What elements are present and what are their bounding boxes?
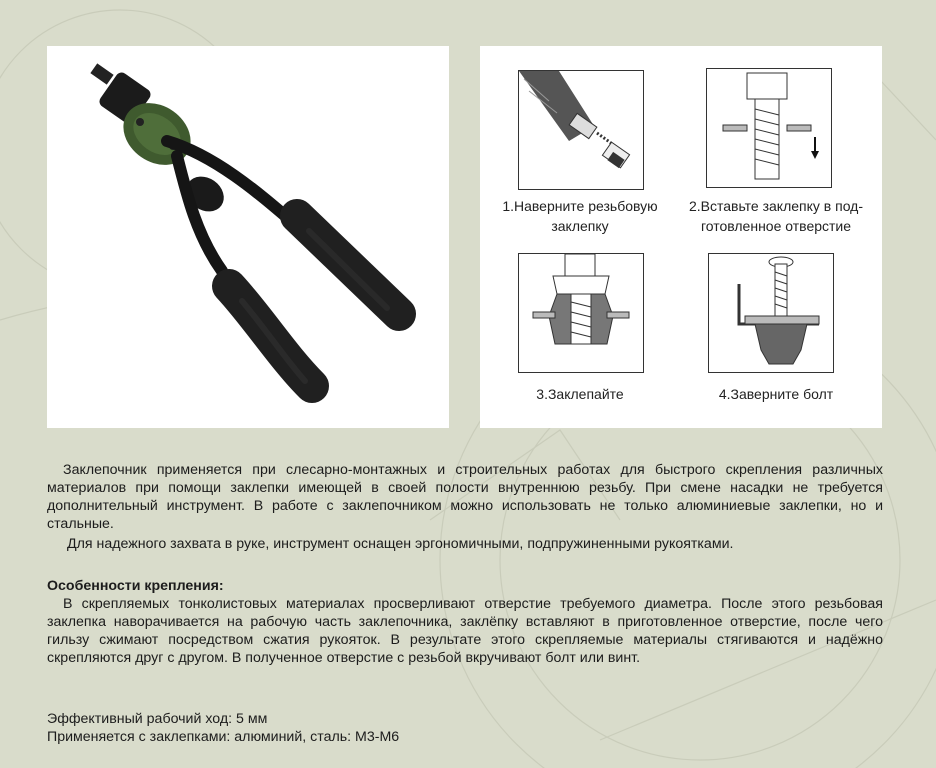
features-heading: Особенности крепления: [47, 578, 224, 594]
specs-section [47, 710, 883, 746]
step-1-caption-line2: заклепку [551, 218, 609, 234]
step-2-caption-line2: готовленное отверстие [700, 218, 852, 234]
step-3-image [518, 253, 644, 373]
description-paragraph-1: Заклепочник применяется при слесарно-монтажных и строительных работах для быстрого скрепления различных материалов при помощи заклепки имеющей в своей полости внутреннюю резьбу. При смене насадки не требуется дополнительный инструмент. В работе с заклепочником можно использовать не только алюминиевые заклепки, но и стальные. [47, 462, 883, 532]
description-paragraph-2: Для надежного захвата в руке, инструмент оснащен эргономичными, подпружиненными рукоятками. [67, 536, 734, 552]
step-1-caption [480, 196, 680, 236]
spec-stroke: Эффективный рабочий ход: 5 мм [47, 711, 268, 727]
installation-steps-panel [480, 46, 882, 428]
step-3-caption-line1: 3.Заклепайте [536, 386, 624, 402]
description-section [47, 461, 883, 553]
spec-rivets: Применяется с заклепками: алюминий, сталь: М3-М6 [47, 729, 400, 745]
riveter-tool-image [47, 46, 449, 428]
step-4-caption [676, 384, 876, 404]
step-2-caption [676, 196, 876, 236]
step-1-image [518, 70, 644, 190]
step-1-caption-line1: 1.Наверните резьбовую [502, 198, 658, 214]
step-3-caption [480, 384, 680, 404]
step-4-image [708, 253, 834, 373]
features-section [47, 577, 883, 667]
step-2-image [706, 68, 832, 188]
step-2-caption-line1: 2.Вставьте заклепку в под- [688, 198, 864, 214]
features-paragraph: В скрепляемых тонколистовых материалах просверливают отверстие требуемого диаметра. После этого резьбовая заклепка наворачивается на рабочую часть заклепочника, заклёпку вставляют в приготовленное отверстие, после чего гильзу сжимают посредством сжатия рукояток. В результате этого скрепляемые материалы стягиваются и надёжно скрепляются друг с другом. В полученное отверстие с резьбой вкручивают болт или винт. [47, 596, 883, 666]
product-photo [47, 46, 449, 428]
step-4-caption-line1: 4.Заверните болт [718, 386, 834, 402]
